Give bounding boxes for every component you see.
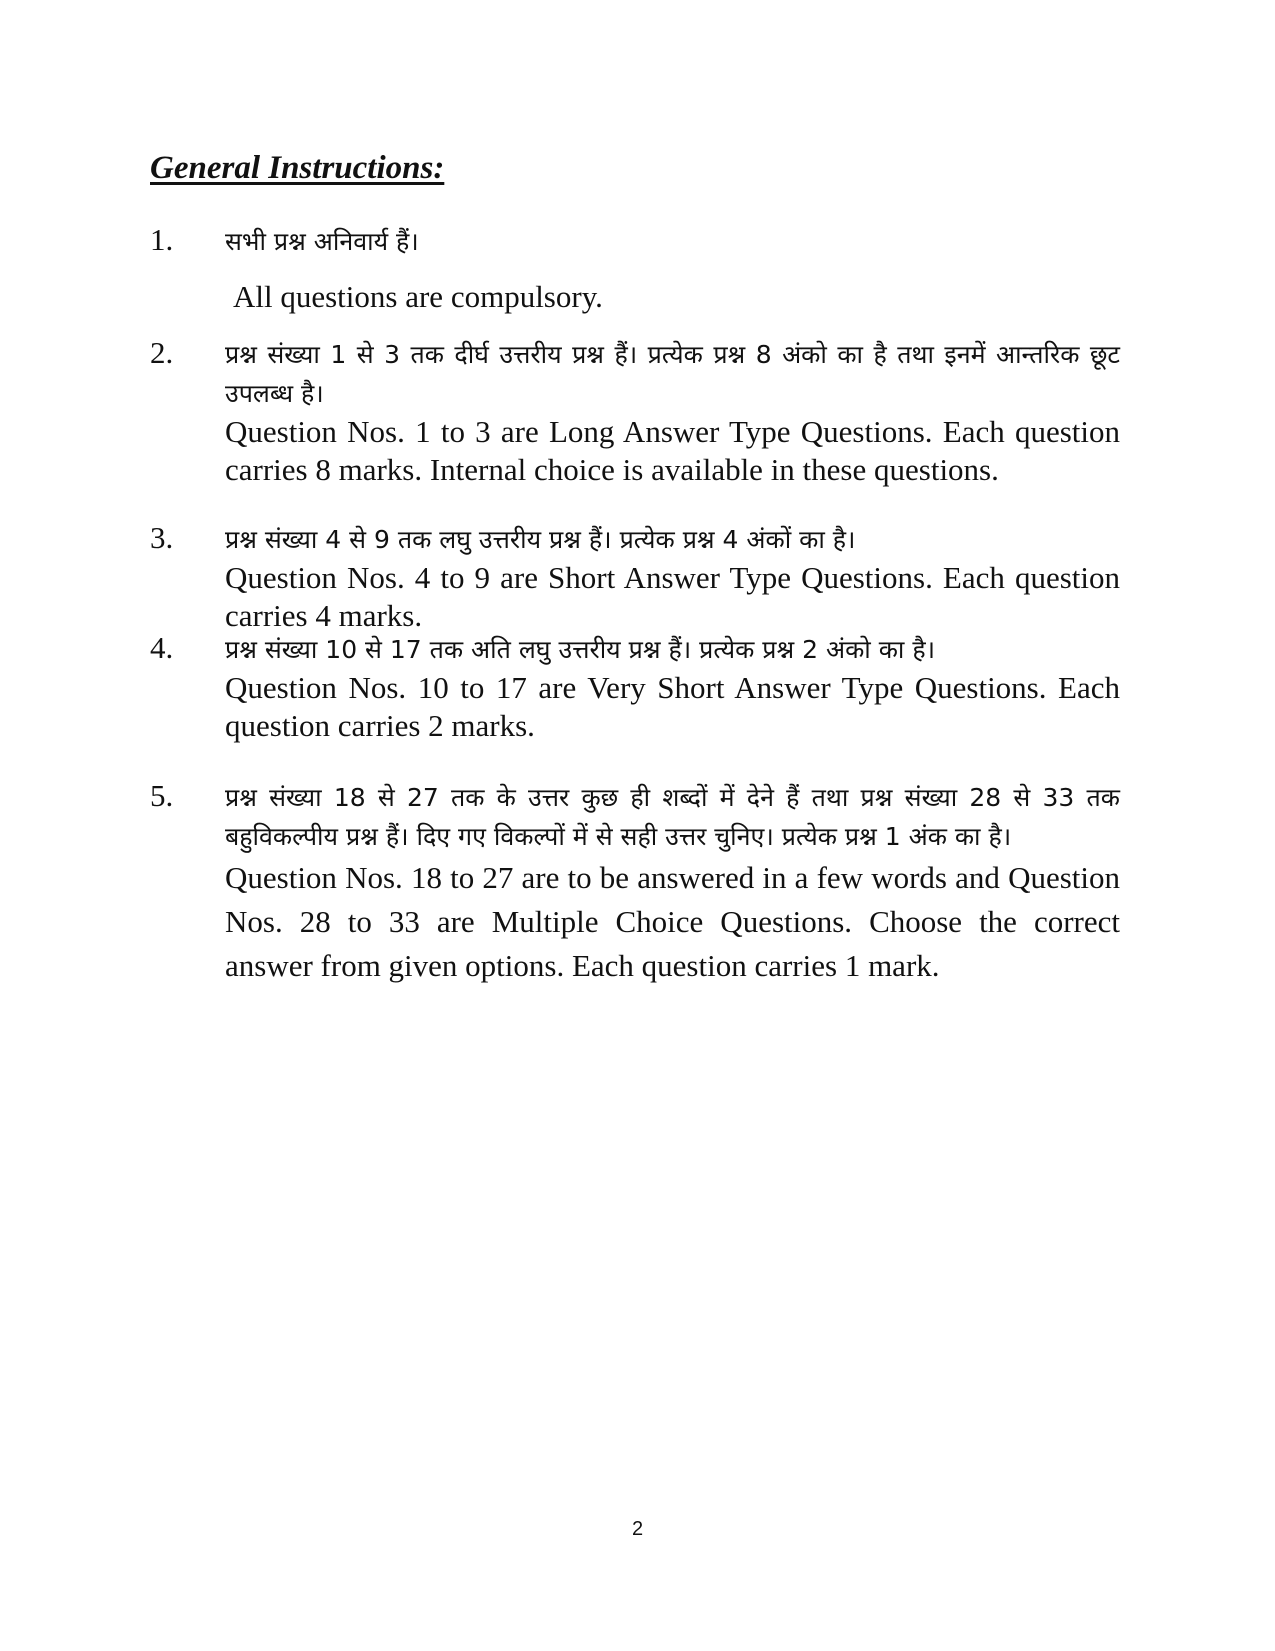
instruction-english-text: Question Nos. 10 to 17 are Very Short Answer Type Questions. Each question carries 2 marks. — [225, 670, 1120, 743]
instruction-english-text: Question Nos. 4 to 9 are Short Answer Type Questions. Each question carries 4 marks. — [225, 560, 1120, 633]
instruction-hindi-text: सभी प्रश्न अनिवार्य हैं। — [225, 227, 419, 256]
instruction-english-text: Question Nos. 18 to 27 are to be answered in a few words and Question Nos. 28 to 33 are Multiple Choice Questions. Choose the correct answer from given options. Each question carries 1 mark. — [225, 860, 1120, 983]
instruction-hindi-text: प्रश्न संख्या 10 से 17 तक अति लघु उत्तरीय प्रश्न हैं। प्रत्येक प्रश्न 2 अंको का है। — [225, 635, 936, 664]
instruction-number: 5. — [150, 778, 174, 813]
page-number: 2 — [631, 1518, 644, 1540]
instruction-number: 3. — [150, 520, 174, 555]
page-title: General Instructions: — [150, 150, 445, 186]
instruction-english-text: Question Nos. 1 to 3 are Long Answer Type Questions. Each question carries 8 marks. Internal choice is available in these questions. — [225, 414, 1120, 487]
instruction-number: 4. — [150, 630, 174, 665]
instruction-english-text: All questions are compulsory. — [233, 279, 603, 314]
instruction-hindi-text: प्रश्न संख्या 1 से 3 तक दीर्घ उत्तरीय प्रश्न हैं। प्रत्येक प्रश्न 8 अंको का है तथा इनमें आन्तरिक छूट उपलब्ध है। — [225, 340, 1120, 408]
instruction-number: 1. — [150, 222, 174, 257]
instruction-hindi-text: प्रश्न संख्या 18 से 27 तक के उत्तर कुछ ही शब्दों में देने हैं तथा प्रश्न संख्या 28 से 33 तक बहुविकल्पीय प्रश्न हैं। दिए गए विकल्पों में से सही उत्तर चुनिए। प्रत्येक प्रश्न 1 अंक का है। — [225, 783, 1120, 851]
instruction-hindi-text: प्रश्न संख्या 4 से 9 तक लघु उत्तरीय प्रश्न हैं। प्रत्येक प्रश्न 4 अंकों का है। — [225, 525, 856, 554]
instruction-number: 2. — [150, 335, 174, 370]
